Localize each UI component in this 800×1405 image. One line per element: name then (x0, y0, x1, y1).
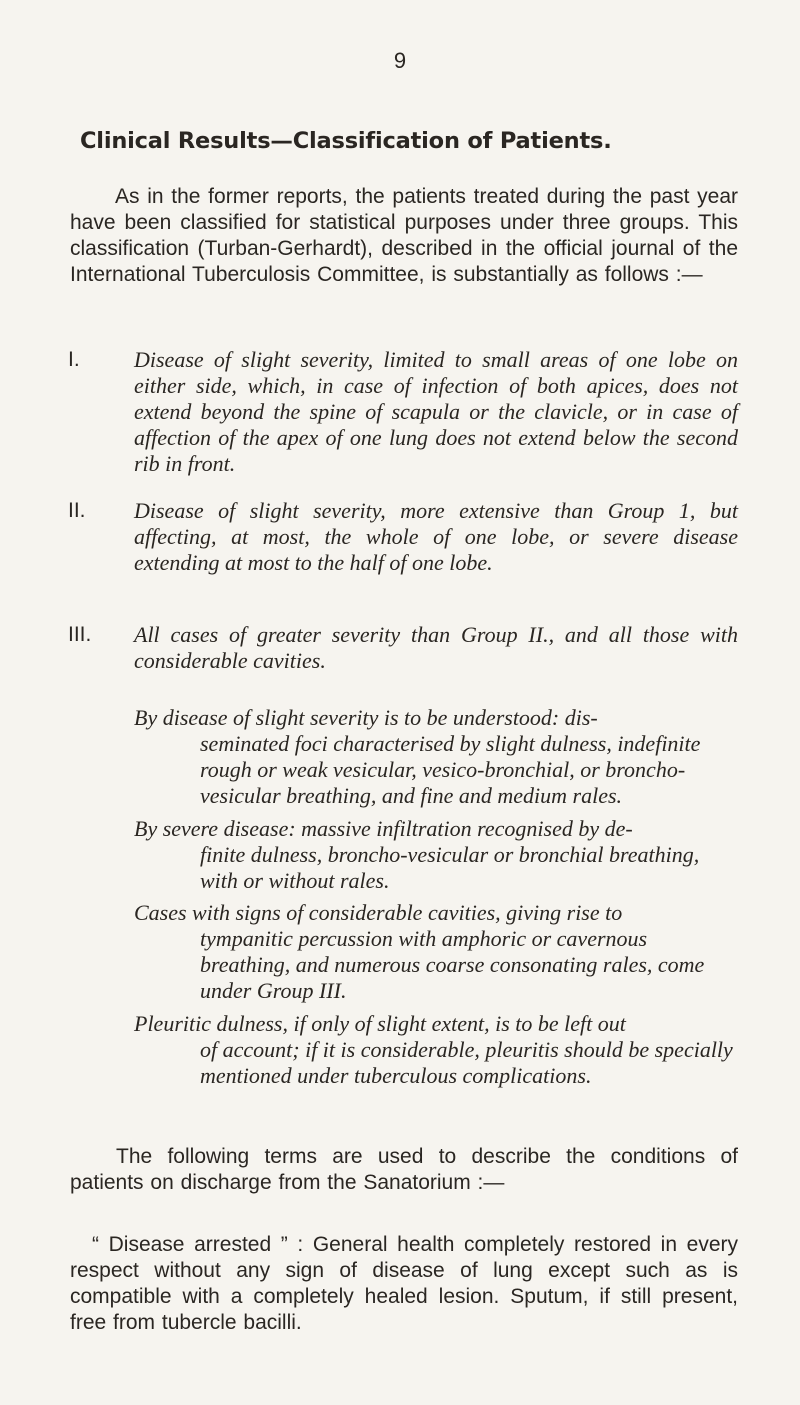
page-number: 9 (393, 48, 407, 73)
definition-pleuritic-dulness (134, 1011, 738, 1089)
disease-arrested-paragraph: “ Disease arrested ” : General health completely restored in every respect without any sign of disease of lung except such as is compatible with a completely healed lesion. Sputum, if still present, free from tubercle bacilli. (70, 1233, 738, 1334)
definition-first-line: By severe disease: massive infiltration recognised by de- (134, 816, 633, 841)
definition-slight-severity (134, 705, 738, 809)
group-text: Disease of slight severity, more extensive than Group 1, but affecting, at most, the whole of one lobe, or severe disease extending at most to the half of one lobe. (134, 498, 738, 575)
group-item-2 (68, 498, 738, 576)
definition-continuation: seminated foci characterised by slight dulness, indefinite rough or weak vesicular, vesico-bronchial, or broncho-vesicular breathing, and fine and medium rales. (200, 731, 701, 808)
definition-continuation: of account; if it is considerable, pleuritis should be specially mentioned under tuberculous complications. (200, 1037, 733, 1088)
definition-first-line: By disease of slight severity is to be understood: dis- (134, 705, 598, 730)
definition-continuation: tympanitic percussion with amphoric or cavernous breathing, and numerous coarse consonating rales, come under Group III. (200, 926, 705, 1003)
group-text: All cases of greater severity than Group II., and all those with considerable cavities. (134, 622, 738, 673)
definition-cavities (134, 900, 738, 1004)
group-numeral: III. (68, 623, 92, 646)
group-item-3 (68, 622, 738, 674)
discharge-terms-paragraph: The following terms are used to describe the conditions of patients on discharge from the Sanatorium :— (70, 1145, 738, 1194)
page-title: Clinical Results—Classification of Patients. (80, 128, 612, 154)
group-numeral: II. (68, 499, 86, 522)
definition-first-line: Pleuritic dulness, if only of slight extent, is to be left out (134, 1011, 626, 1036)
group-numeral: I. (68, 348, 80, 371)
definition-first-line: Cases with signs of considerable cavities, giving rise to (134, 900, 623, 925)
intro-paragraph: As in the former reports, the patients treated during the past year have been classified for statistical purposes under three groups. This classification (Turban-Gerhardt), described in the official journal of the International Tuberculosis Committee, is substantially as follows :— (70, 185, 738, 286)
group-item-1 (68, 347, 738, 477)
group-text: Disease of slight severity, limited to small areas of one lobe on either side, which, in case of infection of both apices, does not extend beyond the spine of scapula or the clavicle, or in case of affection of the apex of one lung does not extend below the second rib in front. (134, 347, 738, 476)
definition-continuation: finite dulness, broncho-vesicular or bronchial breathing, with or without rales. (200, 842, 700, 893)
definition-severe-disease (134, 816, 738, 894)
